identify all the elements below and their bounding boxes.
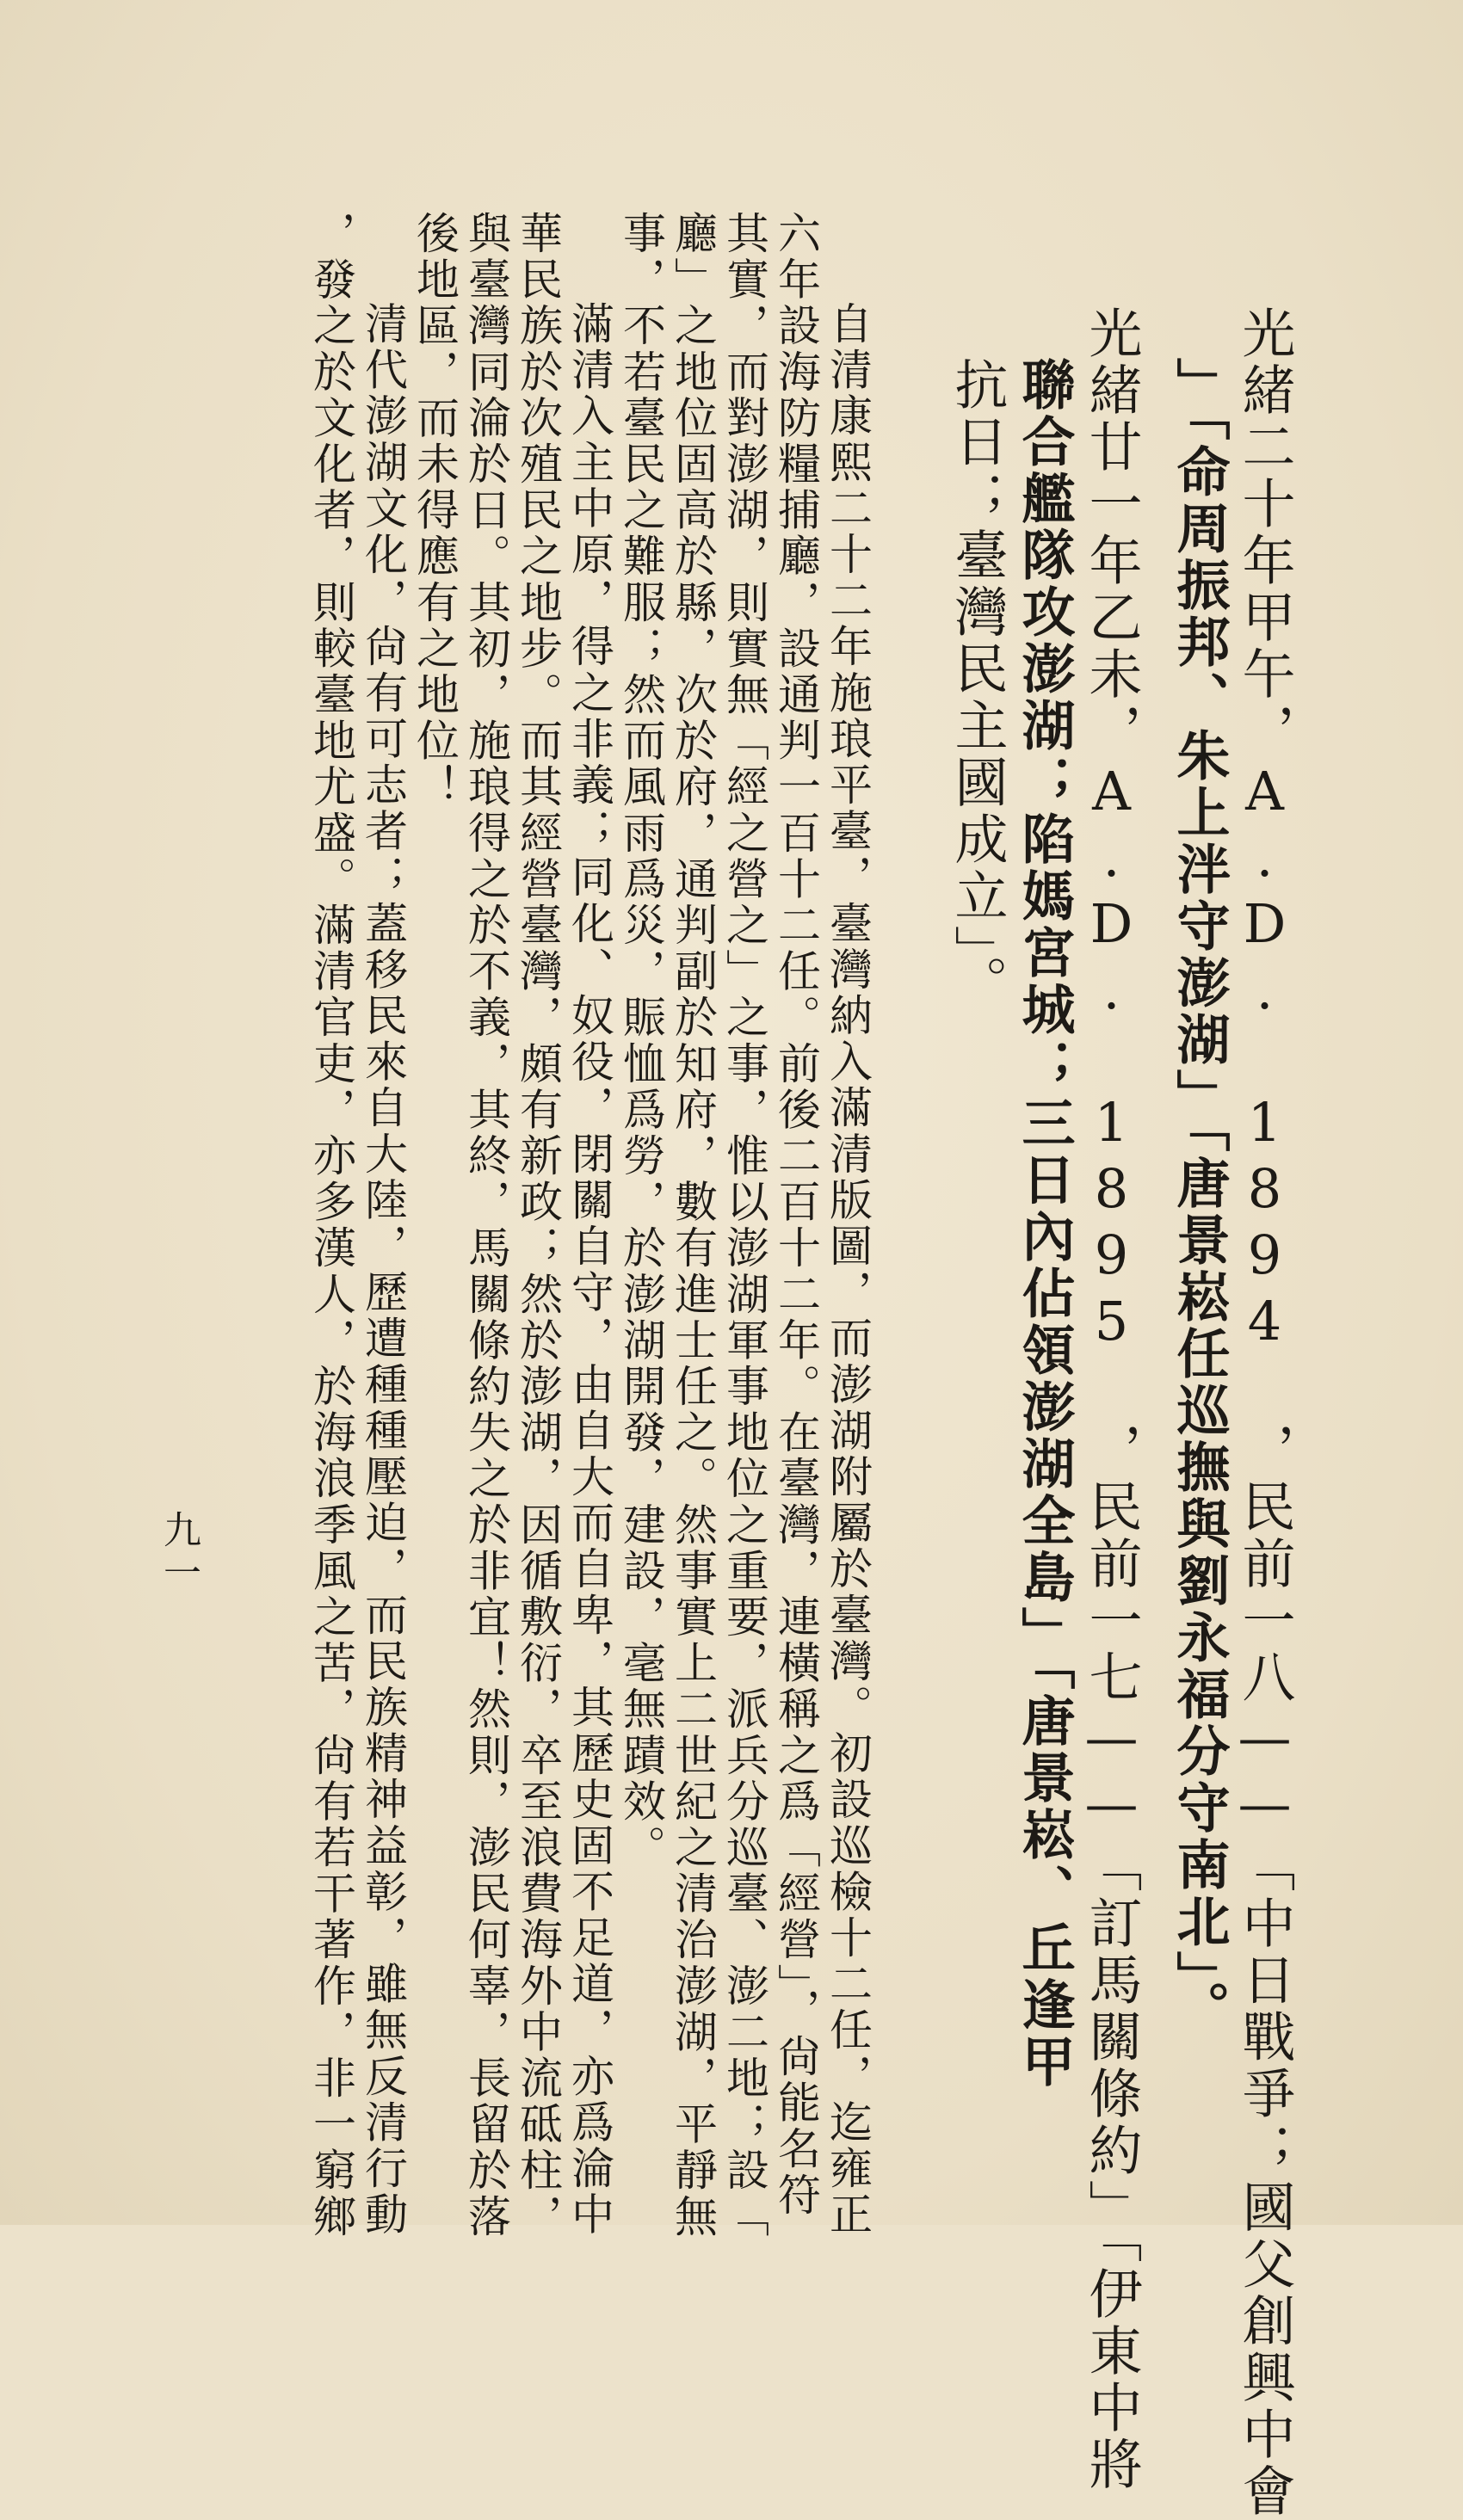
entry-line: 」「命周振邦、朱上泮守澎湖」「唐景崧任巡撫與劉永福分守南北」。 <box>1168 357 1231 2037</box>
paragraph-line: 滿清入主中原，得之非義；同化、奴役，閉關自守，由自大而自卑，其歷史固不足道，亦爲淪中 <box>565 301 614 2239</box>
paragraph-line: 自清康熙二十二年施琅平臺，臺灣納入滿清版圖，而澎湖附屬於臺灣。初設巡檢十二任，迄雍正 <box>823 301 873 2239</box>
paragraph-line: 廳」之地位固高於縣，次於府，通判副於知府，數有進士任之。然事實上二世紀之清治澎湖，平靜無 <box>668 211 718 2240</box>
paragraph-line: 六年設海防糧捕廳，設通判一百十二任。前後二百十二年。在臺灣，連橫稱之爲「經營」，尙能名符 <box>771 211 821 2219</box>
paragraph-line: 清代澎湖文化，尙有可志者；蓋移民來自大陸，歷遭種種壓迫，而民族精神益彰，雖無反清行動 <box>358 301 408 2239</box>
paragraph-line: 後地區，而未得應有之地位！ <box>410 211 460 810</box>
paragraph-line: 事，不若臺民之難服；然而風雨爲災，賑恤爲勞，於澎湖開發，建設，毫無蹟效。 <box>616 211 666 1871</box>
paragraph-line: 華民族於次殖民之地步。而其經營臺灣，頗有新政；然於澎湖，因循敷衍，卒至浪費海外中流砥柱， <box>513 211 563 2240</box>
entry-line: 聯合艦隊攻澎湖；陷媽宮城；三日內佔領澎湖全島」「唐景崧、丘逢甲 <box>1013 357 1076 2091</box>
entry-line: 光緒二十年甲午，A.D. 1894 ，民前一八——「中日戰爭；國父創興中會 <box>1233 305 1296 2520</box>
entry-line: 光緒廿一年乙未，A.D. 1895 ，民前一七——「訂馬關條約」「伊東中將 <box>1080 305 1143 2493</box>
page-number: 九一 <box>157 1510 201 1596</box>
paragraph-line: 其實，而對澎湖，則實無「經之營之」之事，惟以澎湖軍事地位之重要，派兵分巡臺、澎二地；設「 <box>719 211 769 2240</box>
paragraph-line: ，發之於文化者，則較臺地尤盛。滿清官吏，亦多漢人，於海浪季風之苦，尙有若干著作，非一窮鄉 <box>306 211 356 2240</box>
entry-line: 抗日；臺灣民主國成立」。 <box>946 357 1009 1012</box>
paragraph-line: 與臺灣同淪於日。其初，施琅得之於不義，其終，馬關條約失之於非宜！然則，澎民何辜，長留於落 <box>461 211 511 2240</box>
